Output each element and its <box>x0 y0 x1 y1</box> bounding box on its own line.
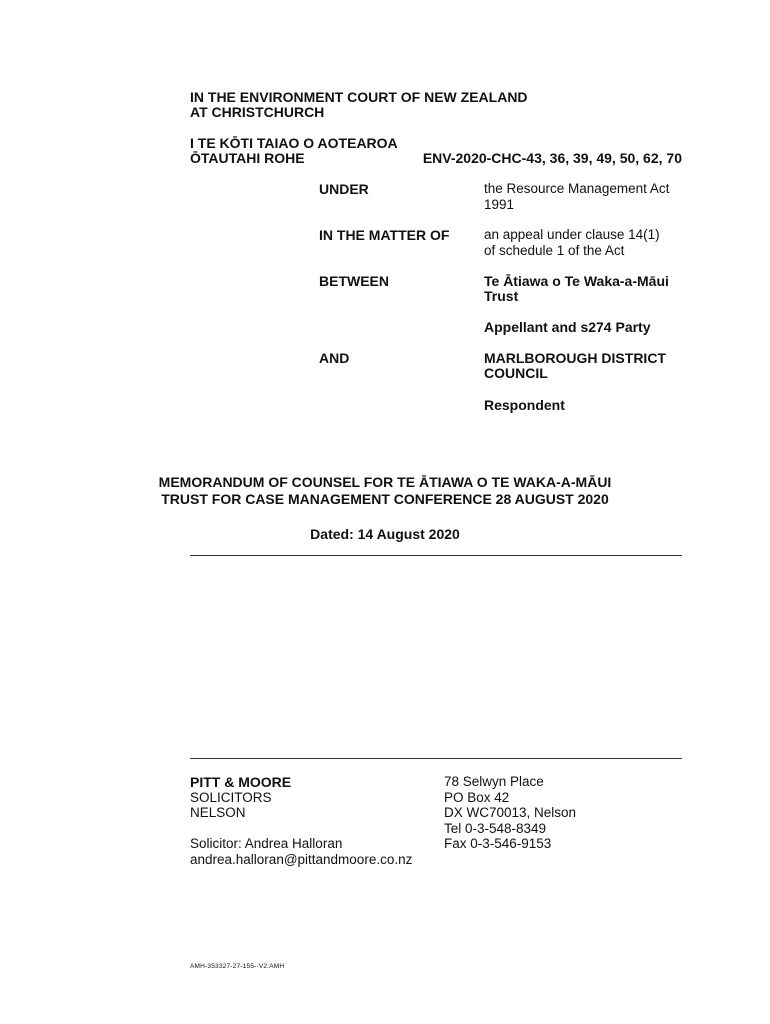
matter-value-line1: an appeal under clause 14(1) <box>484 227 660 242</box>
respondent-role: Respondent <box>484 397 565 413</box>
between-label: BETWEEN <box>319 273 389 289</box>
memo-title-line1: MEMORANDUM OF COUNSEL FOR TE ĀTIAWA O TE WAKA-A-MĀUI <box>158 474 612 490</box>
matter-value-line2: of schedule 1 of the Act <box>484 243 625 258</box>
court-title-maori: I TE KŌTI TAIAO O AOTEAROA <box>190 135 398 151</box>
divider-bottom <box>190 758 682 759</box>
matter-label: IN THE MATTER OF <box>319 227 450 243</box>
memo-date: Dated: 14 August 2020 <box>310 526 460 542</box>
fax-number: Fax 0-3-546-9153 <box>444 836 552 851</box>
divider-top <box>190 555 682 556</box>
solicitor-email: andrea.halloran@pittandmoore.co.nz <box>190 852 413 867</box>
court-location: AT CHRISTCHURCH <box>190 104 325 120</box>
appellant-name-line1: Te Ātiawa o Te Waka-a-Māui <box>484 273 669 289</box>
respondent-name-line2: COUNCIL <box>484 365 548 381</box>
court-location-maori: ŌTAUTAHI ROHE <box>190 150 305 166</box>
under-label: UNDER <box>319 181 369 197</box>
under-value-line2: 1991 <box>484 197 515 212</box>
and-label: AND <box>319 350 350 366</box>
appellant-role: Appellant and s274 Party <box>484 319 651 335</box>
court-title: IN THE ENVIRONMENT COURT OF NEW ZEALAND <box>190 89 528 105</box>
address-street: 78 Selwyn Place <box>444 774 544 789</box>
document-code: AMH-353327-27-155--V2:AMH <box>190 963 285 970</box>
address-po-box: PO Box 42 <box>444 790 510 805</box>
solicitor-name: Solicitor: Andrea Halloran <box>190 836 343 851</box>
firm-type: SOLICITORS <box>190 790 272 805</box>
appellant-name-line2: Trust <box>484 288 519 304</box>
phone-number: Tel 0-3-548-8349 <box>444 821 547 836</box>
memo-title-line2: TRUST FOR CASE MANAGEMENT CONFERENCE 28 AUGUST 2020 <box>161 491 609 507</box>
firm-name: PITT & MOORE <box>190 774 292 790</box>
case-number: ENV-2020-CHC-43, 36, 39, 49, 50, 62, 70 <box>422 150 682 166</box>
under-value-line1: the Resource Management Act <box>484 181 670 196</box>
address-dx: DX WC70013, Nelson <box>444 805 577 820</box>
respondent-name-line1: MARLBOROUGH DISTRICT <box>484 350 666 366</box>
firm-city: NELSON <box>190 805 246 820</box>
